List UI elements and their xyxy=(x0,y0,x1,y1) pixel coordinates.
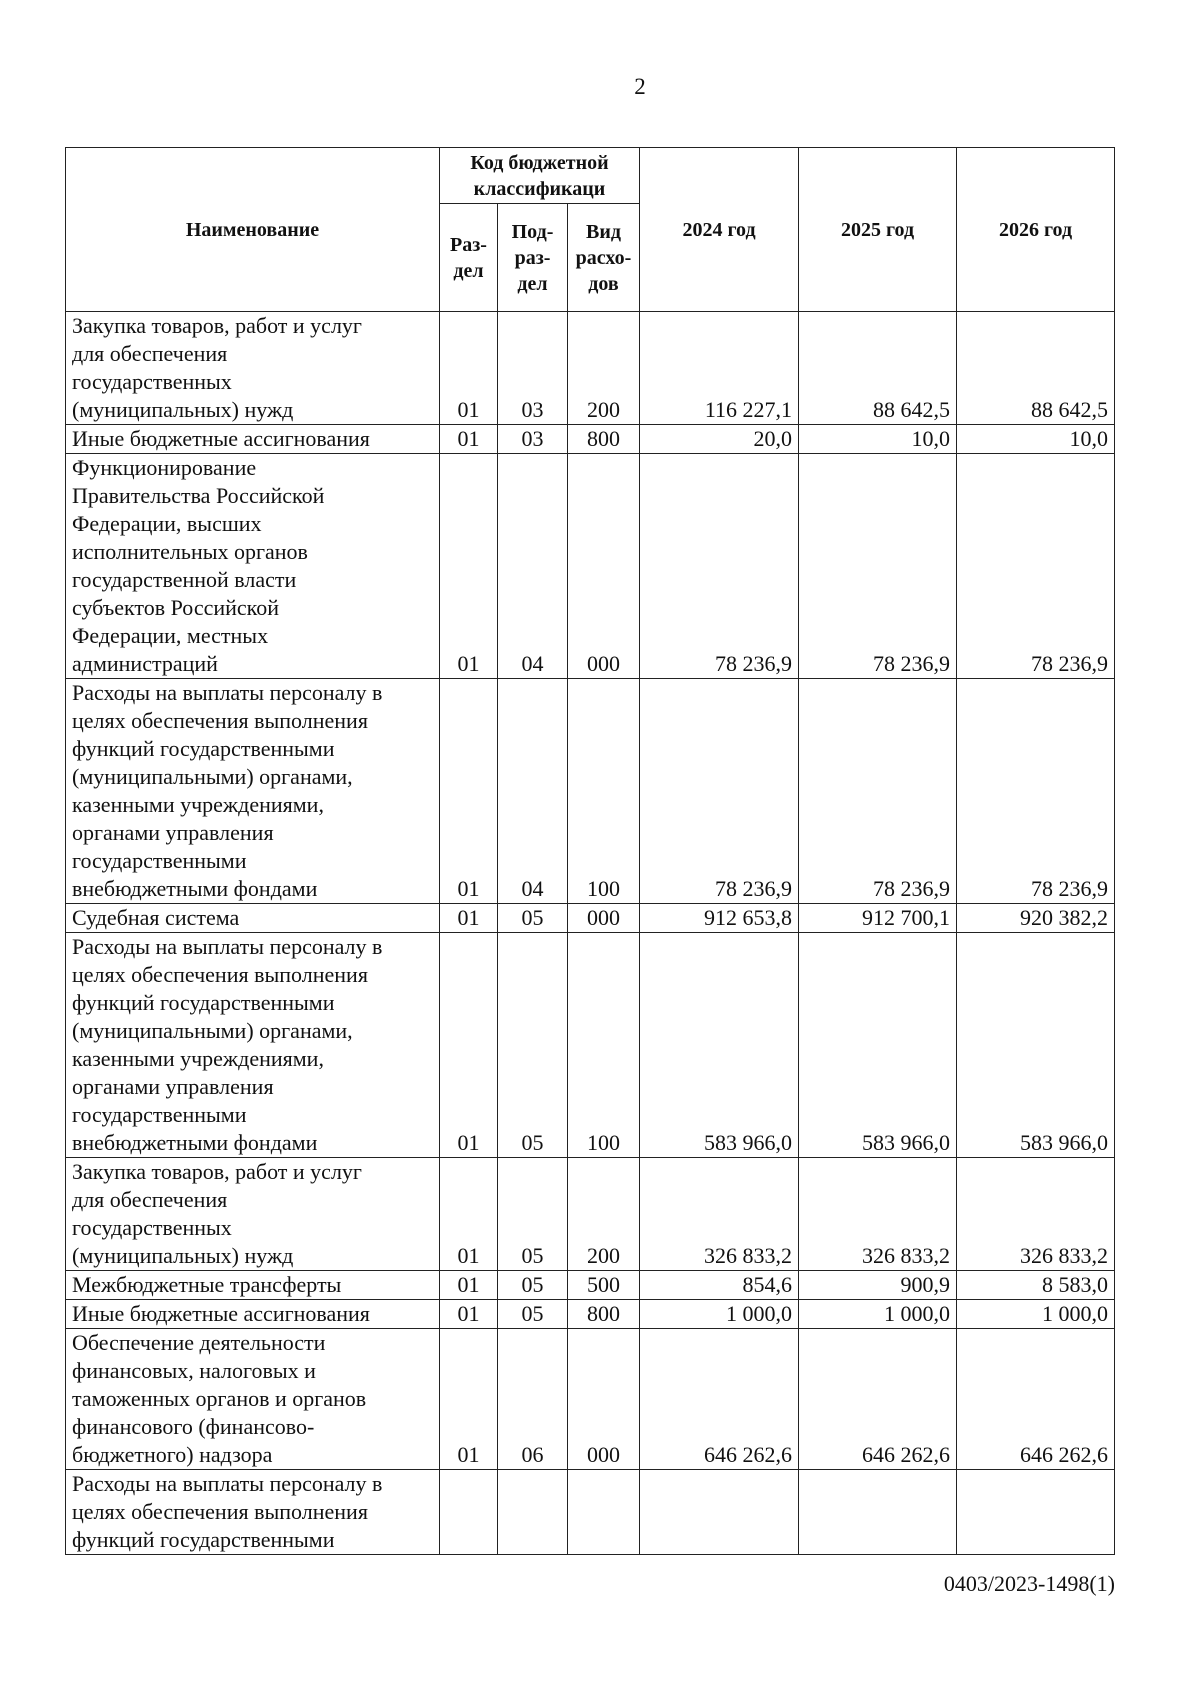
row-name: Иные бюджетные ассигнования xyxy=(66,425,440,454)
row-name: Расходы на выплаты персоналу в целях обеспечения выполнения функций государственными (муниципальными) органами, казенными учреждениями, органами управления государственными внебюджетными фондами xyxy=(66,933,440,1158)
table-row xyxy=(66,933,1115,1158)
row-razdel: 01 xyxy=(440,454,498,679)
row-podrazdel: 05 xyxy=(498,933,568,1158)
table-row xyxy=(66,425,1115,454)
row-razdel: 01 xyxy=(440,1271,498,1300)
row-razdel: 01 xyxy=(440,312,498,425)
table-row xyxy=(66,312,1115,425)
row-vid: 800 xyxy=(568,1300,640,1329)
row-2025: 10,0 xyxy=(799,425,957,454)
row-razdel: 01 xyxy=(440,679,498,904)
row-podrazdel: 06 xyxy=(498,1329,568,1470)
row-podrazdel: 03 xyxy=(498,425,568,454)
row-razdel: 01 xyxy=(440,1329,498,1470)
row-2024: 78 236,9 xyxy=(640,679,799,904)
row-2024: 854,6 xyxy=(640,1271,799,1300)
row-name: Закупка товаров, работ и услуг для обеспечения государственных (муниципальных) нужд xyxy=(66,312,440,425)
row-2025: 1 000,0 xyxy=(799,1300,957,1329)
header-code-group: Код бюджетной классификаци xyxy=(440,148,640,204)
row-2026: 646 262,6 xyxy=(957,1329,1115,1470)
row-podrazdel: 05 xyxy=(498,1158,568,1271)
row-2025: 78 236,9 xyxy=(799,679,957,904)
header-2024: 2024 год xyxy=(640,148,799,312)
row-podrazdel: 05 xyxy=(498,904,568,933)
row-razdel: 01 xyxy=(440,425,498,454)
row-2025: 912 700,1 xyxy=(799,904,957,933)
row-vid: 000 xyxy=(568,904,640,933)
row-2025: 583 966,0 xyxy=(799,933,957,1158)
row-razdel xyxy=(440,1470,498,1555)
table-row xyxy=(66,904,1115,933)
row-2025: 900,9 xyxy=(799,1271,957,1300)
table-row xyxy=(66,679,1115,904)
row-podrazdel: 05 xyxy=(498,1271,568,1300)
page-number: 2 xyxy=(634,74,646,99)
row-vid: 800 xyxy=(568,425,640,454)
row-2024 xyxy=(640,1470,799,1555)
table-row xyxy=(66,1271,1115,1300)
row-vid: 100 xyxy=(568,679,640,904)
row-2026: 326 833,2 xyxy=(957,1158,1115,1271)
row-vid: 200 xyxy=(568,312,640,425)
row-2024: 912 653,8 xyxy=(640,904,799,933)
row-name: Функционирование Правительства Российской Федерации, высших исполнительных органов государственной власти субъектов Российской Федерации, местных администраций xyxy=(66,454,440,679)
row-name: Закупка товаров, работ и услуг для обеспечения государственных (муниципальных) нужд xyxy=(66,1158,440,1271)
row-podrazdel: 03 xyxy=(498,312,568,425)
row-vid: 100 xyxy=(568,933,640,1158)
row-razdel: 01 xyxy=(440,1158,498,1271)
table-row xyxy=(66,1300,1115,1329)
row-name: Расходы на выплаты персоналу в целях обеспечения выполнения функций государственными (муниципальными) органами, казенными учреждениями, органами управления государственными внебюджетными фондами xyxy=(66,679,440,904)
row-2024: 583 966,0 xyxy=(640,933,799,1158)
row-razdel: 01 xyxy=(440,933,498,1158)
row-razdel: 01 xyxy=(440,1300,498,1329)
header-name: Наименование xyxy=(66,148,440,312)
document-code: 0403/2023-1498(1) xyxy=(943,1571,1115,1596)
table-row xyxy=(66,1158,1115,1271)
row-podrazdel: 04 xyxy=(498,679,568,904)
row-2024: 116 227,1 xyxy=(640,312,799,425)
budget-table xyxy=(65,147,1115,1555)
row-name: Расходы на выплаты персоналу в целях обеспечения выполнения функций государственными xyxy=(66,1470,440,1555)
header-vid-rashodov: Вид расхо- дов xyxy=(568,204,640,312)
table-row xyxy=(66,1470,1115,1555)
header-row-top xyxy=(66,148,1115,204)
row-2026: 78 236,9 xyxy=(957,679,1115,904)
row-2024: 646 262,6 xyxy=(640,1329,799,1470)
row-podrazdel: 04 xyxy=(498,454,568,679)
row-vid: 500 xyxy=(568,1271,640,1300)
header-podrazdel: Под- раз- дел xyxy=(498,204,568,312)
table-row xyxy=(66,1329,1115,1470)
table-row xyxy=(66,454,1115,679)
row-2024: 20,0 xyxy=(640,425,799,454)
row-2026: 88 642,5 xyxy=(957,312,1115,425)
header-2025: 2025 год xyxy=(799,148,957,312)
row-2025: 78 236,9 xyxy=(799,454,957,679)
header-razdel: Раз- дел xyxy=(440,204,498,312)
header-2026: 2026 год xyxy=(957,148,1115,312)
row-2026: 920 382,2 xyxy=(957,904,1115,933)
row-vid xyxy=(568,1470,640,1555)
row-podrazdel xyxy=(498,1470,568,1555)
row-name: Иные бюджетные ассигнования xyxy=(66,1300,440,1329)
row-2024: 326 833,2 xyxy=(640,1158,799,1271)
row-2025: 88 642,5 xyxy=(799,312,957,425)
row-2025 xyxy=(799,1470,957,1555)
row-vid: 200 xyxy=(568,1158,640,1271)
row-2026: 78 236,9 xyxy=(957,454,1115,679)
row-podrazdel: 05 xyxy=(498,1300,568,1329)
row-razdel: 01 xyxy=(440,904,498,933)
row-vid: 000 xyxy=(568,454,640,679)
row-2026: 583 966,0 xyxy=(957,933,1115,1158)
row-name: Обеспечение деятельности финансовых, налоговых и таможенных органов и органов финансового (финансово- бюджетного) надзора xyxy=(66,1329,440,1470)
row-2024: 78 236,9 xyxy=(640,454,799,679)
row-name: Судебная система xyxy=(66,904,440,933)
row-2026: 8 583,0 xyxy=(957,1271,1115,1300)
row-vid: 000 xyxy=(568,1329,640,1470)
row-2025: 326 833,2 xyxy=(799,1158,957,1271)
row-2026: 10,0 xyxy=(957,425,1115,454)
row-name: Межбюджетные трансферты xyxy=(66,1271,440,1300)
row-2026 xyxy=(957,1470,1115,1555)
row-2025: 646 262,6 xyxy=(799,1329,957,1470)
row-2026: 1 000,0 xyxy=(957,1300,1115,1329)
row-2024: 1 000,0 xyxy=(640,1300,799,1329)
